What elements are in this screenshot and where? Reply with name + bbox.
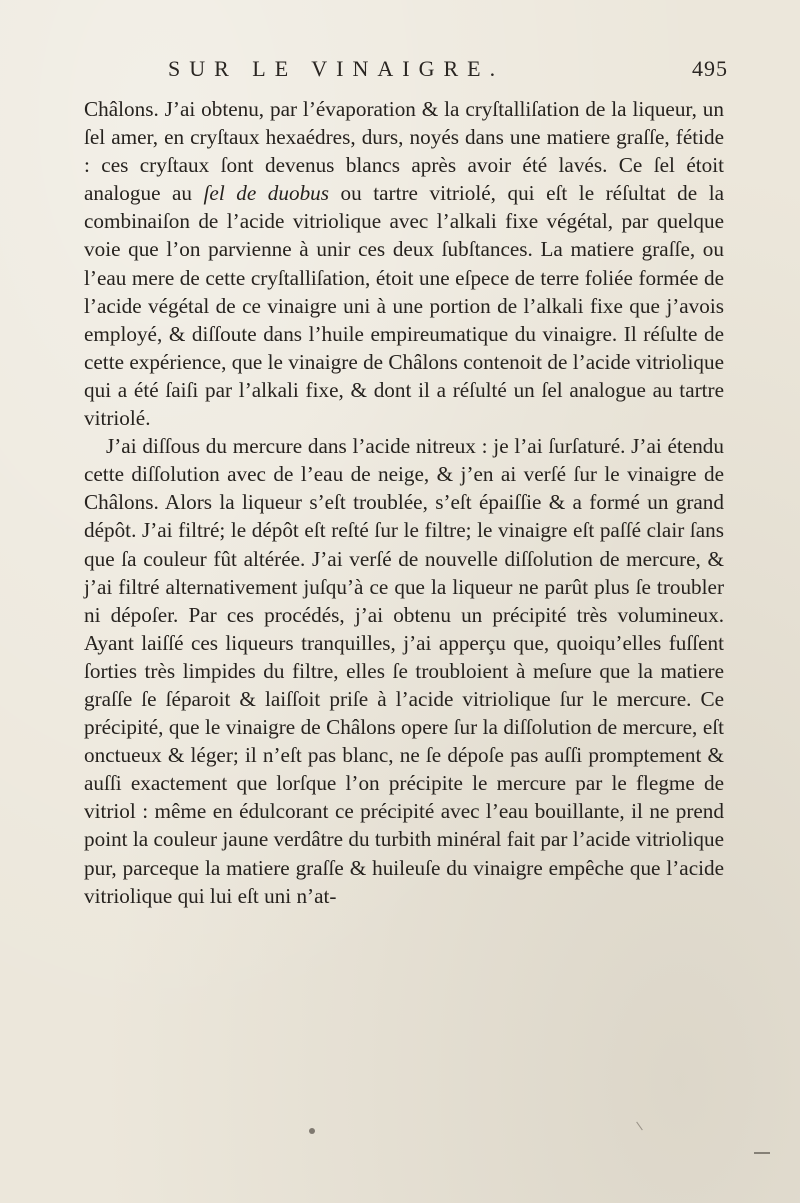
paragraph-2 (84, 432, 724, 910)
page-number: 495 (692, 56, 728, 81)
page-header (168, 56, 728, 90)
paragraph-1-italic-term: ſel de duobus (203, 181, 329, 206)
ink-dash-mark (754, 1152, 770, 1154)
paragraph-1-text-b: ou tartre vitriolé, qui eſt le réſultat de la combinaiſon de l’acide vitriolique avec l’alkali fixe végétal, par quelque voie que l’on parvienne à unir ces deux ſubſtances. La matiere graſſe, ou l’eau mere de cette cryſtalliſation, étoit une eſpece de terre foliée formée de l’acide végétal de ce vinaigre uni à une portion de l’alkali fixe que j’avois employé, & diſſoute dans l’huile empireumatique du vinaigre. Il réſulte de cette expérience, que le vinaigre de Châlons contenoit de l’acide vitriolique qui a été ſaiſi par l’alkali fixe, & dont il a réſulté un ſel analogue au tartre vitriolé. (84, 181, 724, 431)
running-head: SUR LE VINAIGRE. (168, 56, 505, 81)
paragraph-1-text-a: Châlons. J’ai obtenu, par l’évaporation & la cryſtalliſation de la liqueur, un ſel amer, en cryſtaux hexaédres, durs, noyés dans une matiere graſſe, fétide : ces cryſtaux ſont devenus blancs après avoir été lavés. Ce ſel étoit analogue au (84, 97, 724, 206)
paragraph-2-text: J’ai diſſous du mercure dans l’acide nitreux : je l’ai ſurſaturé. J’ai étendu cette diſſolution avec de l’eau de neige, & j’en ai verſé ſur le vinaigre de Châlons. Alors la liqueur s’eſt troublée, s’eſt épaiſſie & a formé un grand dépôt. J’ai filtré; le dépôt eſt reſté ſur le filtre; le vinaigre eſt paſſé clair ſans que ſa couleur fût altérée. J’ai verſé de nouvelle diſſolution de mercure, & j’ai filtré alternativement juſqu’à ce que la liqueur ne parût plus ſe troubler ni dépoſer. Par ces procédés, j’ai obtenu un précipité très volumineux. Ayant laiſſé ces liqueurs tranquilles, j’ai apperçu que, quoiqu’elles fuſſent ſorties très limpides du filtre, elles ſe troubloient à meſure que la matiere graſſe ſe ſéparoit & laiſſoit priſe à l’acide vitriolique ſur le mercure. Ce précipité, que le vinaigre de Châlons opere ſur la diſſolution de mercure, eſt onctueux & léger; il n’eſt pas blanc, ne ſe dépoſe pas auſſi promptement & auſſi exactement que lorſque l’on précipite le mercure par le flegme de vitriol : même en édulcorant ce précipité avec l’eau bouillante, il ne prend point la couleur jaune verdâtre du turbith minéral fait par l’acide vitriolique pur, parceque la matiere graſſe & huileuſe du vinaigre empêche que l’acide vitriolique qui lui eſt uni n’at- (84, 434, 724, 908)
ink-tick-mark (636, 1122, 643, 1131)
ink-speck-mark (309, 1128, 315, 1134)
paragraph-1 (84, 95, 724, 432)
body-text (84, 95, 724, 910)
